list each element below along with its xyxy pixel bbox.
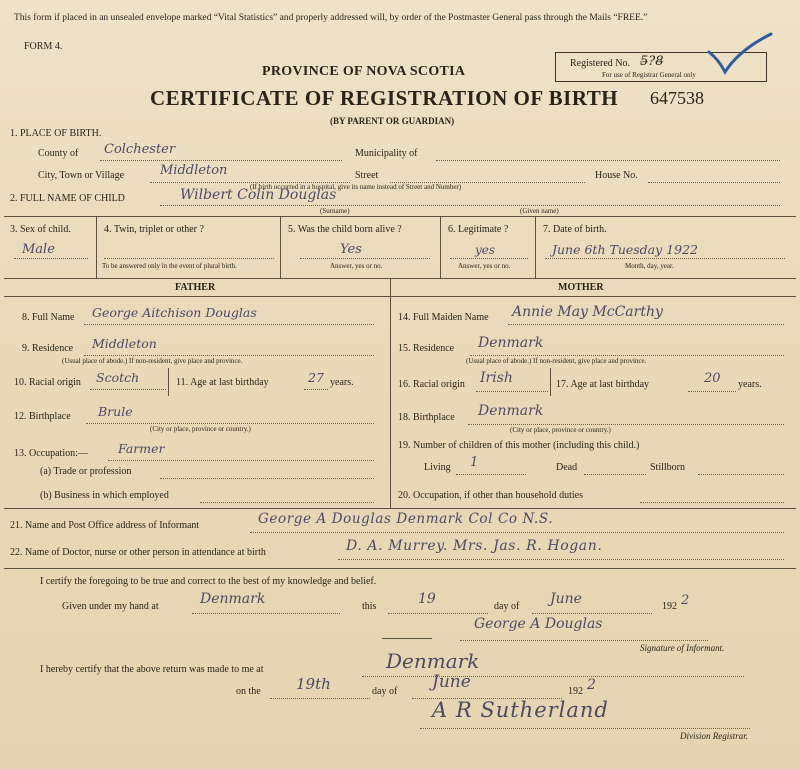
father-name-label: 8. Full Name (22, 312, 75, 323)
registered-number: 5̶?8̶ (640, 54, 664, 69)
informant-signature-note: Signature of Informant. (640, 643, 725, 653)
father-age-years: years. (330, 377, 354, 388)
child-name-value: Wilbert Colin Douglas (180, 187, 337, 203)
alive-label: 5. Was the child born alive ? (288, 224, 402, 235)
mother-children-label: 19. Number of children of this mother (including this child.) (398, 440, 640, 451)
sex-value: Male (22, 242, 55, 257)
mother-heading: MOTHER (558, 282, 604, 293)
municipality-label: Municipality of (355, 148, 418, 159)
sex-label: 3. Sex of child. (10, 224, 71, 235)
father-residence-note: (Usual place of abode.) If non-resident, give place and province. (62, 357, 243, 365)
registered-note: For use of Registrar General only (602, 71, 696, 79)
registrar-year-printed: 192 (568, 686, 583, 697)
mother-race-label: 16. Racial origin (398, 379, 465, 390)
registrar-day-value: 19th (296, 675, 331, 693)
mother-residence-label: 15. Residence (398, 343, 455, 354)
informant-label: 21. Name and Post Office address of Informant (10, 520, 200, 531)
mother-birthplace-label: 18. Birthplace (398, 412, 455, 423)
certify-statement: I certify the foregoing to be true and correct to the best of my knowledge and belief. (40, 576, 377, 587)
house-label: House No. (595, 170, 638, 181)
mailing-notice: This form if placed in an unsealed envelope marked “Vital Statistics” and properly addressed will, by order of the Postmaster General pass through the Mails “FREE.” (14, 13, 648, 23)
father-business-label: (b) Business in which employed (40, 490, 169, 501)
county-value: Colchester (104, 142, 176, 157)
on-the-label: on the (236, 686, 261, 697)
registrar-dayof-label: day of (372, 686, 398, 697)
registrar-month-value: June (432, 672, 471, 692)
child-name-label: 2. FULL NAME OF CHILD (10, 193, 125, 204)
dead-label: Dead (556, 462, 578, 473)
given-year-hand: 2 (681, 593, 690, 608)
registered-label: Registered No. (570, 58, 630, 69)
alive-value: Yes (340, 242, 362, 257)
legitimate-note: Answer, yes or no. (458, 262, 511, 270)
surname-note: (Surname) (320, 207, 350, 215)
father-occupation-value: Farmer (118, 441, 165, 456)
father-race-label: 10. Racial origin (14, 377, 81, 388)
doctor-label: 22. Name of Doctor, nurse or other person in attendance at birth (10, 547, 266, 558)
date-of-birth-value: June 6th Tuesday 1922 (552, 242, 698, 257)
mother-age-label: 17. Age at last birthday (556, 379, 650, 390)
mother-name-label: 14. Full Maiden Name (398, 312, 489, 323)
registrar-signature: A R Sutherland (432, 698, 609, 722)
street-label: Street (355, 170, 379, 181)
mother-race-value: Irish (480, 370, 513, 386)
city-value: Middleton (160, 163, 228, 178)
living-value: 1 (470, 455, 479, 470)
father-age-value: 27 (308, 370, 324, 385)
mother-age-value: 20 (704, 371, 721, 386)
father-occupation-label: 13. Occupation:— (14, 448, 88, 459)
date-of-birth-note: Month, day, year. (625, 262, 674, 270)
mother-occupation-label: 20. Occupation, if other than household duties (398, 490, 583, 501)
given-place-value: Denmark (200, 591, 266, 607)
mother-age-years: years. (738, 379, 762, 390)
stillborn-label: Stillborn (650, 462, 686, 473)
mother-birthplace-value: Denmark (478, 403, 544, 419)
father-name-value: George Aitchison Douglas (92, 305, 257, 320)
living-label: Living (424, 462, 451, 473)
certificate-title: CERTIFICATE OF REGISTRATION OF BIRTH (150, 86, 619, 110)
registrar-year-hand: 2 (587, 677, 596, 693)
informant-value: George A Douglas Denmark Col Co N.S. (258, 511, 554, 527)
given-month-value: June (550, 591, 582, 607)
given-name-note: (Given name) (520, 207, 559, 215)
mother-residence-note: (Usual place of abode.) If non-resident, give place and province. (466, 357, 647, 365)
father-residence-value: Middleton (92, 336, 157, 351)
alive-note: Answer, yes or no. (330, 262, 383, 270)
check-mark-icon (705, 30, 775, 80)
father-race-value: Scotch (96, 370, 140, 385)
subtitle: (BY PARENT OR GUARDIAN) (330, 116, 455, 126)
mother-name-value: Annie May McCarthy (512, 304, 663, 320)
given-under-label: Given under my hand at (62, 601, 159, 612)
legitimate-label: 6. Legitimate ? (448, 224, 509, 235)
twin-label: 4. Twin, triplet or other ? (104, 224, 204, 235)
this-label: this (362, 601, 377, 612)
date-of-birth-label: 7. Date of birth. (543, 224, 607, 235)
registrar-statement: I hereby certify that the above return was made to me at (40, 664, 264, 675)
mother-birthplace-note: (City or place, province or country.) (510, 426, 611, 434)
informant-signature: George A Douglas (474, 616, 603, 632)
father-birthplace-value: Brule (98, 404, 133, 419)
registrar-place-value: Denmark (386, 649, 480, 673)
legitimate-value: yes (475, 243, 496, 257)
doctor-value: D. A. Murrey. Mrs. Jas. R. Hogan. (346, 538, 603, 554)
father-birthplace-label: 12. Birthplace (14, 411, 71, 422)
father-heading: FATHER (175, 282, 216, 293)
registrar-signature-note: Division Registrar. (680, 731, 749, 741)
father-age-label: 11. Age at last birthday (176, 377, 269, 388)
given-year-printed: 192 (662, 601, 677, 612)
form-number: FORM 4. (24, 41, 63, 52)
province-heading: PROVINCE OF NOVA SCOTIA (262, 64, 466, 79)
given-day-value: 19 (418, 591, 436, 607)
given-dayof-label: day of (494, 601, 520, 612)
father-trade-label: (a) Trade or profession (40, 466, 132, 477)
father-residence-label: 9. Residence (22, 343, 74, 354)
father-birthplace-note: (City or place, province or country.) (150, 425, 251, 433)
twin-note: To be answered only in the event of plural birth. (102, 262, 237, 270)
place-of-birth-heading: 1. PLACE OF BIRTH. (10, 128, 102, 139)
city-label: City, Town or Village (38, 170, 125, 181)
county-label: County of (38, 148, 79, 159)
hospital-note: (If birth occurred in a hospital, give its name instead of Street and Number) (250, 183, 462, 191)
certificate-number: 647538 (650, 88, 704, 108)
mother-residence-value: Denmark (478, 335, 544, 351)
